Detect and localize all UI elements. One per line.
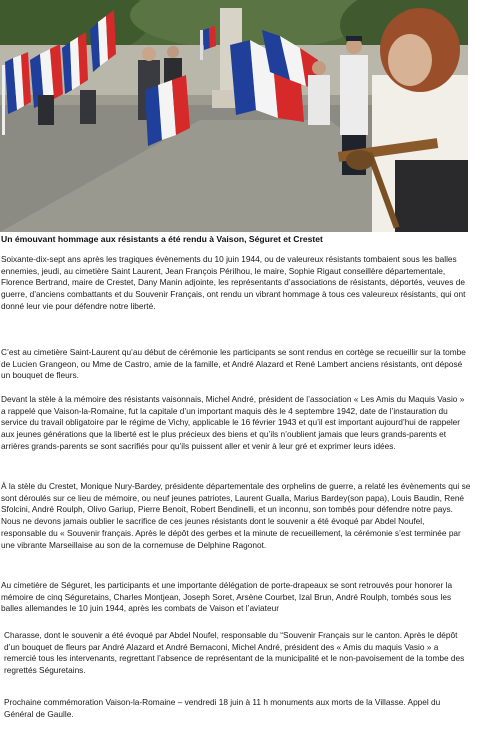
paragraph-text: Devant la stèle à la mémoire des résistants vaisonnais, Michel André, président de l’association « Les Amis du Maquis Vasio » a rappelé que Vaison-la-Romaine, fut la capitale d’un important maquis dès le 4 septembre 1942, date de l’instauration du service du travail obligatoire par le régime de Vichy, applicable le 16 février 1943 et qu’il est important aujourd’hui de rappeler aux jeunes générations que la liberté est le plus précieux des biens et qu’ils n’oublient jamais que leurs grands-parents et arrières grands-parents se sont sacrifiés pour qu’ils puissent aller et venir à leur gré et exprimer leurs idées. [1,394,465,451]
ceremony-photo-illustration [0,0,468,232]
paragraph-text: C’est au cimetière Saint-Laurent qu’au début de cérémonie les participants se sont rendus en cortège se recueillir sur la tombe de Lucien Grangeon, ou Mme de Castro, amie de la famille, et André Alazard et René Lambert anciens résistants, ont déposé un bouquet de fleurs. [1,347,466,381]
paragraph-text: Prochaine commémoration Vaison-la-Romaine – vendredi 18 juin à 11 h monuments aux morts de la Villasse. Appel du Général de Gaulle. [4,697,441,719]
paragraph-text: Au cimetière de Séguret, les participants et une importante délégation de porte-drapeaux se sont retrouvés pour honorer la mémoire de cinq Séguretains, Charles Montjean, Joseph Soret, Arsène Courbet, Izal Brun, André Roulph, tombés sous les balles allemandes le 10 juin 1944, après les combats de Vaison et l’aviateur [1,580,453,614]
article-paragraph-2 [1,347,471,382]
ceremony-photo [0,0,468,232]
article-paragraph-6 [4,630,470,677]
photo-caption: Un émouvant hommage aux résistants a été rendu à Vaison, Séguret et Crestet [1,234,323,244]
article-paragraph-5 [1,580,471,615]
article-paragraph-4 [1,481,471,551]
article-paragraph-7 [4,697,470,720]
paragraph-text: Charasse, dont le souvenir a été évoqué par Abdel Noufel, responsable du “Souvenir Français sur le canton. Après le dépôt d’un bouquet de fleurs par André Alazard et André Bernaconi, Michel André, président des « Amis du maquis Vasio » a remercié tous les intervenants, regrettant l’absence de représentant de la municipalité et le non-pavoisement de la tombe des regrettés Séguretains. [4,630,465,676]
paragraph-text: Soixante-dix-sept ans après les tragiques évènements du 10 juin 1944, ou de valeureux résistants tombaient sous les balles ennemies, jeudi, au cimetière Saint Laurent, Jean François Périlhou, le maire, Sophie Rigaut conseillère départementale, Florence Bertrand, maire de Crestet, Dany Manin adjointe, les représentants d’associations de résistants, déportés, veuves de guerre, d’anciens combattants et du Souvenir Français, ont rendu un vibrant hommage à tous ces valeureux résistants, qui ont donné leur vie pour défendre notre liberté. [1,254,466,311]
paragraph-text: À la stèle du Crestet, Monique Nury-Bardey, présidente départementale des orphelins de guerre, a relaté les évènements qui se sont déroulés sur ce lieu de mémoire, ou neuf jeunes patriotes, Laurent Gualla, Marius Bardey(son papa), Louis Baudin, René Sfolcini, André Roulph, Olivo Gariup, Pierre Benoit, Robert Bendinelli, et un inconnu, son tombés pour défendre notre pays. Nous ne devons jamais oublier le sacrifice de ces jeunes résistants dont le souvenir a été évoqué par Abdel Noufel, responsable du « Souvenir français. Après le dépôt des gerbes et la minute de recueillement, la cérémonie s’est terminée par une vibrante Marseillaise au son de la cornemuse de Delphine Ragonot. [1,481,471,550]
article-paragraph-1 [1,254,471,313]
article-paragraph-3 [1,394,471,453]
